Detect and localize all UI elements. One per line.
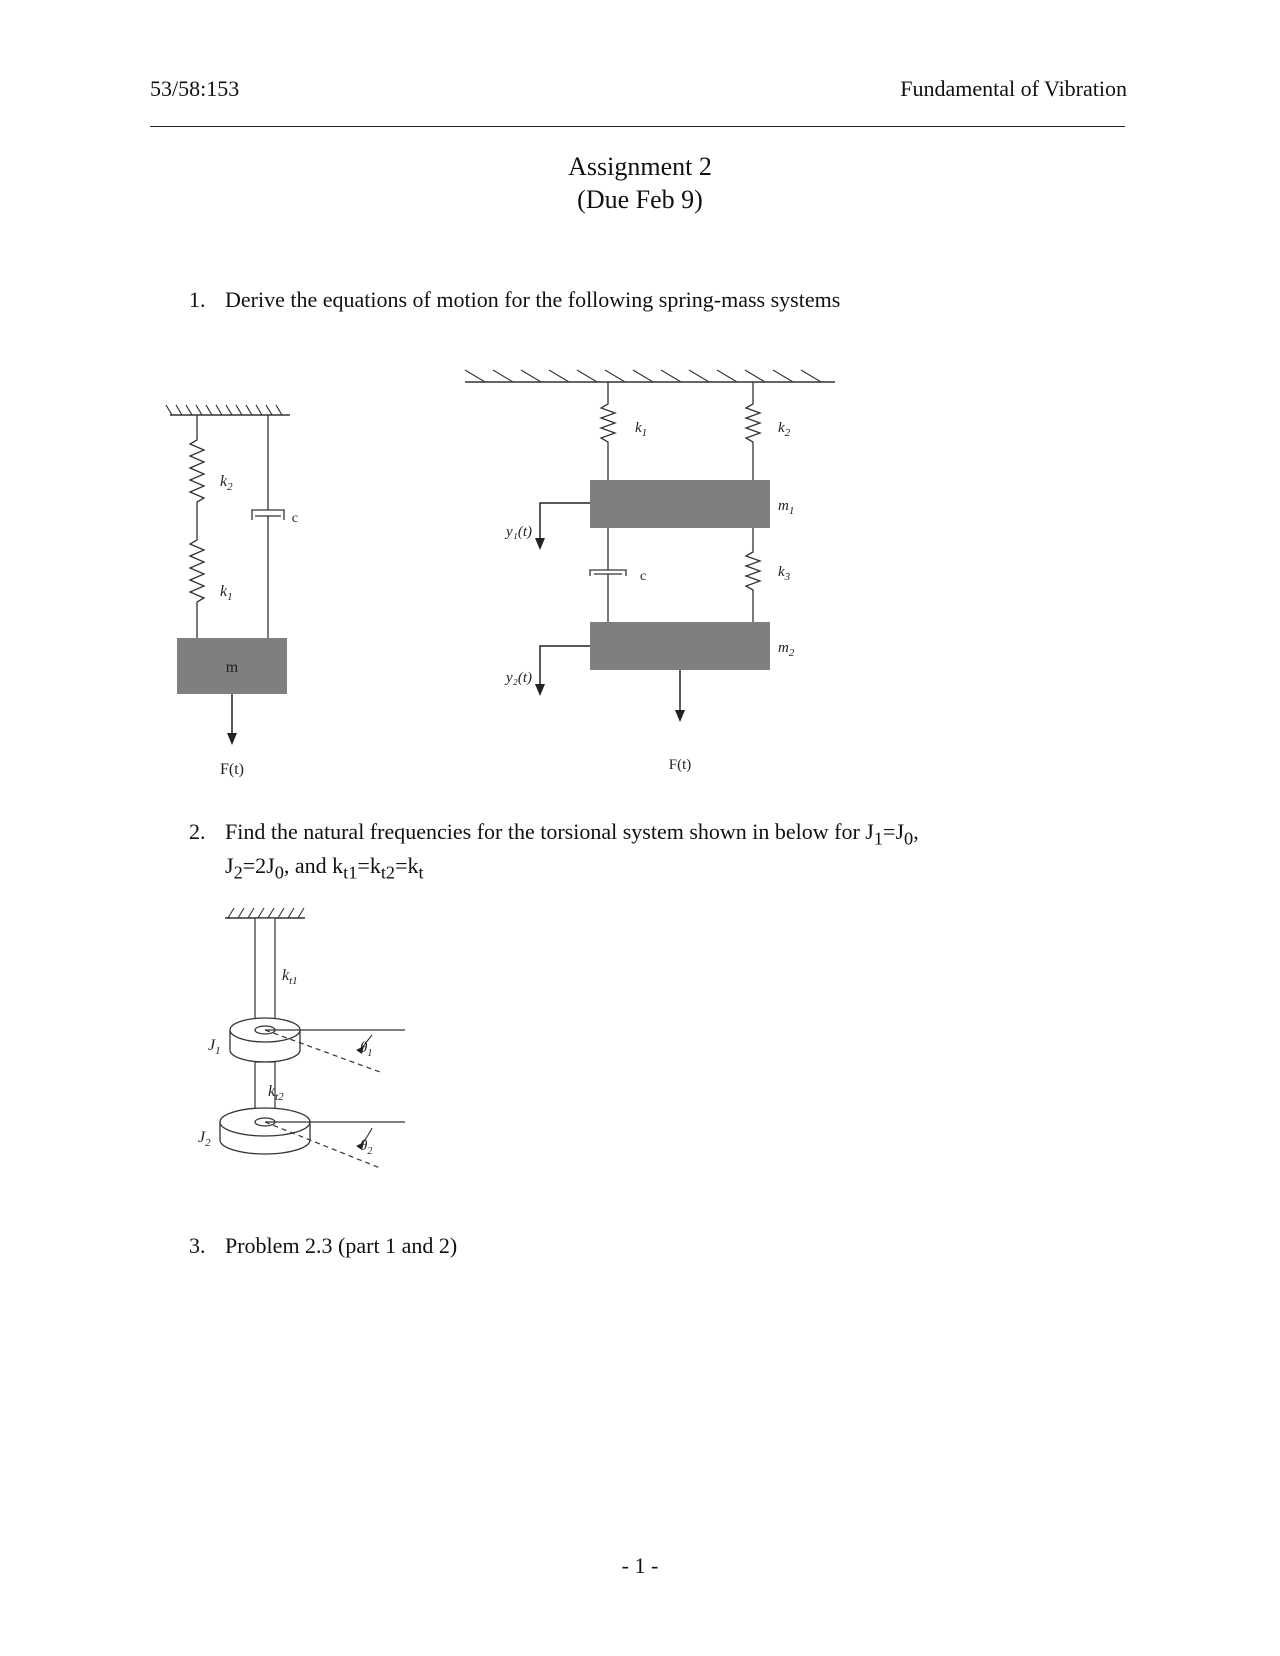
course-number: 53/58:153	[150, 76, 240, 101]
question-number: 1.	[189, 287, 206, 312]
arrowhead-y1	[535, 538, 545, 550]
label-k1: $k_1$	[220, 583, 233, 603]
damper-c	[590, 528, 626, 622]
figure-2-torsional-system	[190, 900, 420, 1190]
ceiling-hatch	[228, 908, 304, 918]
label-c: c	[291, 511, 298, 526]
spring-k1	[190, 520, 204, 638]
label-theta2: $\theta_2$	[360, 1138, 373, 1157]
spring-k3	[746, 528, 760, 622]
question-2-line-2: $J_2=2J_0$, and $k_{t1}=k_{t2}=k_t$	[225, 853, 424, 883]
arrow-y2	[540, 646, 590, 686]
question-2-line-1: 2. Find the natural frequencies for the torsional system shown in below for $J_1=J_0$,	[189, 819, 919, 849]
mass-m1	[590, 480, 770, 528]
label-y1: y₁(t)	[505, 524, 532, 540]
label-J2: $J_2$	[198, 1129, 211, 1149]
label-force: F(t)	[668, 757, 692, 773]
question-number: 3.	[189, 1233, 206, 1258]
question-1	[189, 286, 840, 314]
label-m1: $m_1$	[778, 498, 795, 517]
title-line-1: Assignment 2	[568, 152, 712, 181]
spring-k1	[601, 382, 615, 480]
question-text: Problem 2.3 (part 1 and 2)	[225, 1233, 458, 1258]
spring-k2	[190, 415, 204, 520]
title-line-2: (Due Feb 9)	[577, 185, 703, 214]
disk-J1	[230, 1018, 300, 1062]
arrowhead-y2	[535, 684, 545, 696]
label-theta1: $\theta_1$	[360, 1040, 373, 1059]
label-k3: $k_3$	[778, 564, 791, 583]
ceiling-hatch	[465, 370, 821, 382]
label-c: c	[640, 569, 647, 584]
label-m2: $m_2$	[778, 640, 795, 659]
mass-m2	[590, 622, 770, 670]
label-k2: $k_2$	[220, 473, 233, 493]
page-number: - 1 -	[621, 1553, 659, 1578]
label-force: F(t)	[220, 761, 244, 778]
shaft-kt1	[255, 918, 275, 1030]
label-kt1: $k_{t1}$	[282, 967, 298, 987]
course-subject: Fundamental of Vibration	[900, 76, 1127, 101]
ceiling-hatch	[166, 405, 282, 415]
label-k1: $k_1$	[635, 420, 648, 439]
spring-k2	[746, 382, 760, 480]
disk-J2	[220, 1108, 310, 1154]
question-2	[189, 818, 919, 887]
label-m: m	[225, 659, 239, 676]
question-number: 2.	[189, 819, 206, 844]
force-arrowhead	[227, 733, 237, 745]
assignment-title	[0, 150, 1280, 216]
question-3	[189, 1232, 457, 1260]
damper-c	[252, 415, 284, 638]
force-arrowhead	[675, 710, 685, 722]
arrow-y1	[540, 503, 590, 540]
question-text: Derive the equations of motion for the following spring-mass systems	[225, 287, 841, 312]
figure-1a-spring-mass	[160, 400, 300, 790]
header-rule	[150, 126, 1125, 127]
label-y2: y₂(t)	[505, 670, 532, 686]
label-k2: $k_2$	[778, 420, 791, 439]
figure-1b-two-mass-system	[460, 360, 840, 780]
label-kt2: $k_{t2}$	[268, 1083, 284, 1103]
label-J1: $J_1$	[208, 1037, 221, 1057]
